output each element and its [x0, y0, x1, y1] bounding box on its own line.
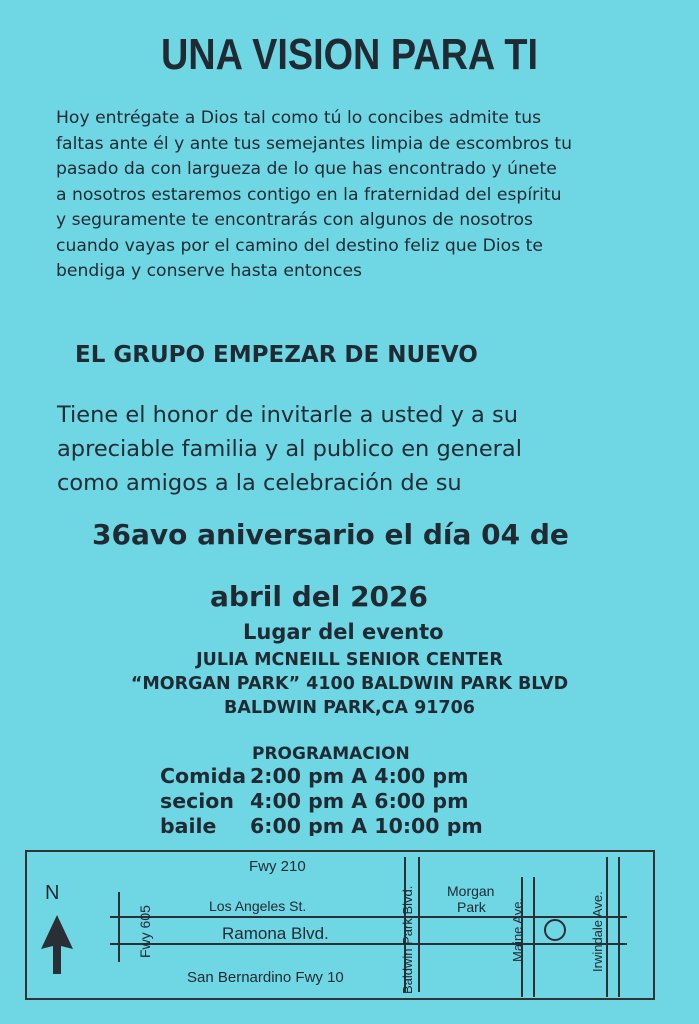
program-heading: PROGRAMACION	[252, 744, 410, 764]
ramona-blvd-label: Ramona Blvd.	[222, 924, 329, 943]
park-marker	[545, 920, 565, 940]
schedule-time: 4:00 pm A 6:00 pm	[250, 789, 469, 813]
baldwin-park-blvd-label: Baldwin Park Blvd.	[400, 885, 415, 994]
event-date: abril del 2026	[210, 580, 428, 613]
intro-line: Hoy entrégate a Dios tal como tú lo concibes admite tus	[56, 108, 542, 128]
invitation-line: apreciable familia y al publico en general	[57, 436, 522, 462]
venue-name: JULIA MCNEILL SENIOR CENTER	[196, 650, 503, 670]
schedule-activity: Comida	[160, 764, 247, 788]
venue-heading: Lugar del evento	[243, 620, 444, 644]
intro-line: pasado da con largueza de lo que has encontrado y únete	[56, 159, 557, 179]
invitation-line: Tiene el honor de invitarle a usted y a su	[57, 402, 518, 428]
intro-line: bendiga y conserve hasta entonces	[56, 261, 362, 281]
page-title: UNA VISION PARA TI	[160, 30, 539, 79]
schedule-activity: baile	[160, 814, 217, 836]
invitation-line: como amigos a la celebración de su	[57, 470, 462, 496]
intro-paragraph	[56, 106, 656, 285]
north-arrow-icon	[41, 915, 73, 974]
morgan-label: Morgan	[447, 883, 495, 899]
schedule-activity: secion	[160, 789, 234, 813]
intro-line: y seguramente te encontrarás con algunos de nosotros	[56, 210, 533, 230]
schedule-row	[160, 764, 560, 789]
san-bernardino-fwy-label: San Bernardino Fwy 10	[187, 969, 344, 986]
north-label: N	[45, 882, 60, 904]
anniversary-line: 36avo aniversario el día 04 de	[92, 518, 569, 551]
irwindale-ave-label: Irwindale Ave.	[590, 891, 605, 972]
group-name: EL GRUPO EMPEZAR DE NUEVO	[75, 342, 478, 368]
intro-line: a nosotros estaremos contigo en la fraternidad del espíritu	[56, 184, 562, 205]
venue-city: BALDWIN PARK,CA 91706	[224, 698, 475, 718]
los-angeles-st-label: Los Angeles St.	[209, 898, 307, 914]
schedule-row	[160, 789, 560, 814]
intro-line: faltas ante él y ante tus semejantes limpia de escombros tu	[56, 133, 573, 154]
schedule-time: 6:00 pm A 10:00 pm	[250, 814, 483, 836]
schedule-row	[160, 814, 560, 836]
schedule-time: 2:00 pm A 4:00 pm	[250, 764, 469, 788]
venue-address: “MORGAN PARK” 4100 BALDWIN PARK BLVD	[130, 674, 569, 694]
maine-ave-label: Maine Ave.	[510, 897, 525, 962]
intro-line: cuando vayas por el camino del destino feliz que Dios te	[56, 235, 543, 256]
invitation-text	[57, 398, 677, 500]
fwy-210-label: Fwy 210	[249, 858, 306, 875]
park-label: Park	[457, 899, 486, 915]
location-map	[25, 850, 655, 1000]
fwy-605-label: Fwy 605	[137, 905, 153, 958]
